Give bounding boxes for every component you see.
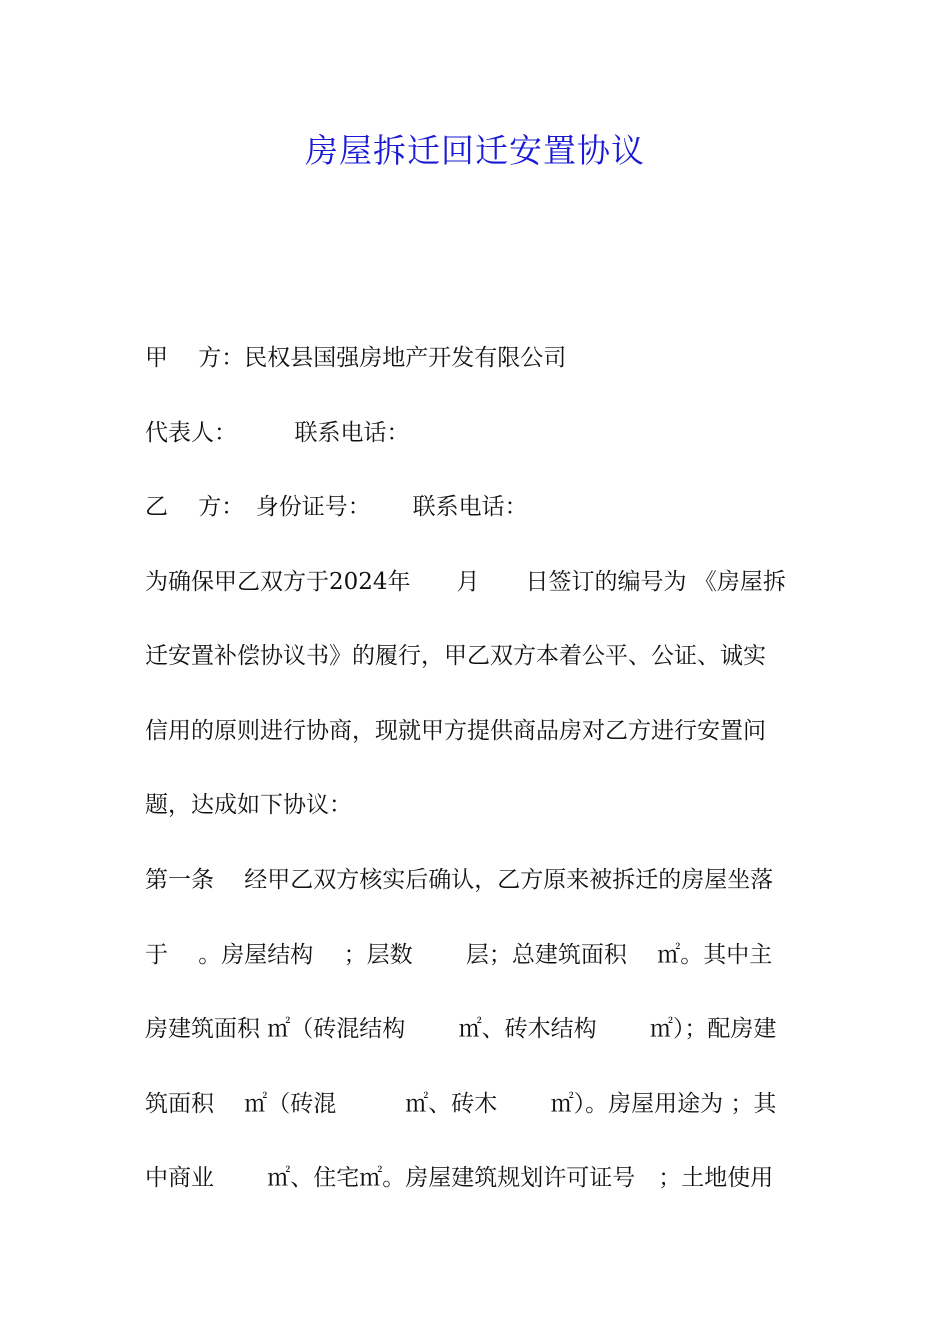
article-one-line: 第一条 经甲乙双方核实后确认，乙方原来被拆迁的房屋坐落 [145,867,774,893]
body-text-line: 题，达成如下协议： [145,792,352,818]
body-text-line: 信用的原则进行协商，现就甲方提供商品房对乙方进行安置问 [145,718,766,744]
body-text-line: 迁安置补偿协议书》的履行，甲乙双方本着公平、公证、诚实 [145,643,766,669]
representative-line: 代表人： 联系电话： [145,420,410,446]
body-text-line: 为确保甲乙双方于2024年 月 日签订的编号为 《房屋拆 [145,569,786,595]
document-title: 房屋拆迁回迁安置协议 [305,131,645,170]
body-text-line: 于 。房屋结构 ；层数 层；总建筑面积 ㎡。其中主 [145,942,773,968]
party-b-line: 乙 方： 身份证号： 联系电话： [145,494,528,520]
body-text-line: 筑面积 ㎡（砖混 ㎡、砖木 ㎡）。房屋用途为 ；其 [145,1091,777,1117]
body-text-line: 房建筑面积 ㎡（砖混结构 ㎡、砖木结构 ㎡）；配房建 [145,1016,777,1042]
body-text-line: 中商业 ㎡、住宅㎡。房屋建筑规划许可证号 ；土地使用 [145,1165,774,1191]
party-a-line: 甲 方：民权县国强房地产开发有限公司 [145,345,567,371]
